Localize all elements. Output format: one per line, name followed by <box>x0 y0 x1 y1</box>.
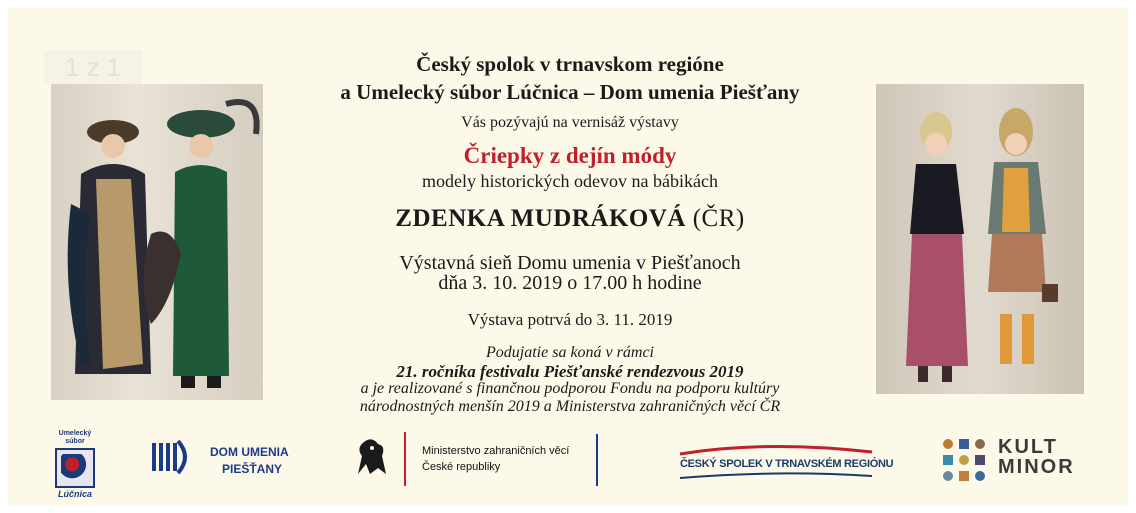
exhibition-title: Čriepky z dejín módy <box>463 143 677 168</box>
exhibition-duration: Výstava potrvá do 3. 11. 2019 <box>467 310 673 329</box>
venue: Výstavná sieň Domu umenia v Piešťanoch <box>399 252 741 274</box>
lucnica-caption: Umelecký súbor <box>58 430 92 445</box>
festival-line-1: Podujatie sa koná v rámci <box>486 344 654 361</box>
dom-umenia-logo <box>150 435 300 481</box>
organizer-line-1: Český spolok v trnavskom regióne <box>416 52 724 76</box>
kult-minor-pattern-icon <box>940 436 988 484</box>
funding-line-1: a je realizované s finančnou podporou Fondu na podporu kultúry <box>360 380 780 397</box>
opening-datetime: dňa 3. 10. 2019 o 17.00 h hodine <box>438 272 702 294</box>
ministry-divider-blue <box>596 434 598 486</box>
czech-lion-icon <box>348 434 394 480</box>
lucnica-name: Lúčnica <box>57 489 92 499</box>
exhibition-subtitle: modely historických odevov na bábikách <box>422 171 718 191</box>
ministry-divider-red <box>404 432 406 486</box>
dom-umenia-line-1: DOM UMENIA <box>210 445 289 459</box>
lucnica-logo <box>50 430 100 499</box>
ministry-line-2: České republiky <box>422 461 501 473</box>
lucnica-emblem-icon <box>55 448 95 488</box>
funding-line-2: národnostných menšín 2019 a Ministerstva zahraničných věcí ČR <box>359 398 781 415</box>
dom-umenia-mark-icon <box>150 437 192 477</box>
page-counter: 1 z 1 <box>44 50 142 84</box>
artist-name: ZDENKA MUDRÁKOVÁ <box>395 205 686 232</box>
artist-country: (ČR) <box>692 205 745 232</box>
organizer-line-2: a Umelecký súbor Lúčnica – Dom umenia Piešťany <box>340 80 800 104</box>
kult-minor-line-2: MINOR <box>998 456 1075 478</box>
festival-line-2: 21. ročníka festivalu Piešťanské rendezvous 2019 <box>396 362 744 381</box>
czech-association-logo <box>676 436 894 482</box>
modern-dolls-photo <box>876 84 1084 394</box>
czech-association-text: ČESKÝ SPOLEK V TRNAVSKÉM REGIÓNU <box>680 458 894 470</box>
historical-dolls-photo <box>51 84 263 400</box>
kult-minor-logo <box>940 436 1090 486</box>
artist-heading <box>270 205 870 233</box>
kult-minor-line-1: KULT <box>998 436 1058 458</box>
ministry-logo <box>348 432 600 488</box>
dom-umenia-line-2: PIEŠŤANY <box>222 462 283 476</box>
ministry-line-1: Ministerstvo zahraničních věcí <box>422 445 570 457</box>
invite-line: Vás pozývajú na vernisáž výstavy <box>461 114 679 131</box>
